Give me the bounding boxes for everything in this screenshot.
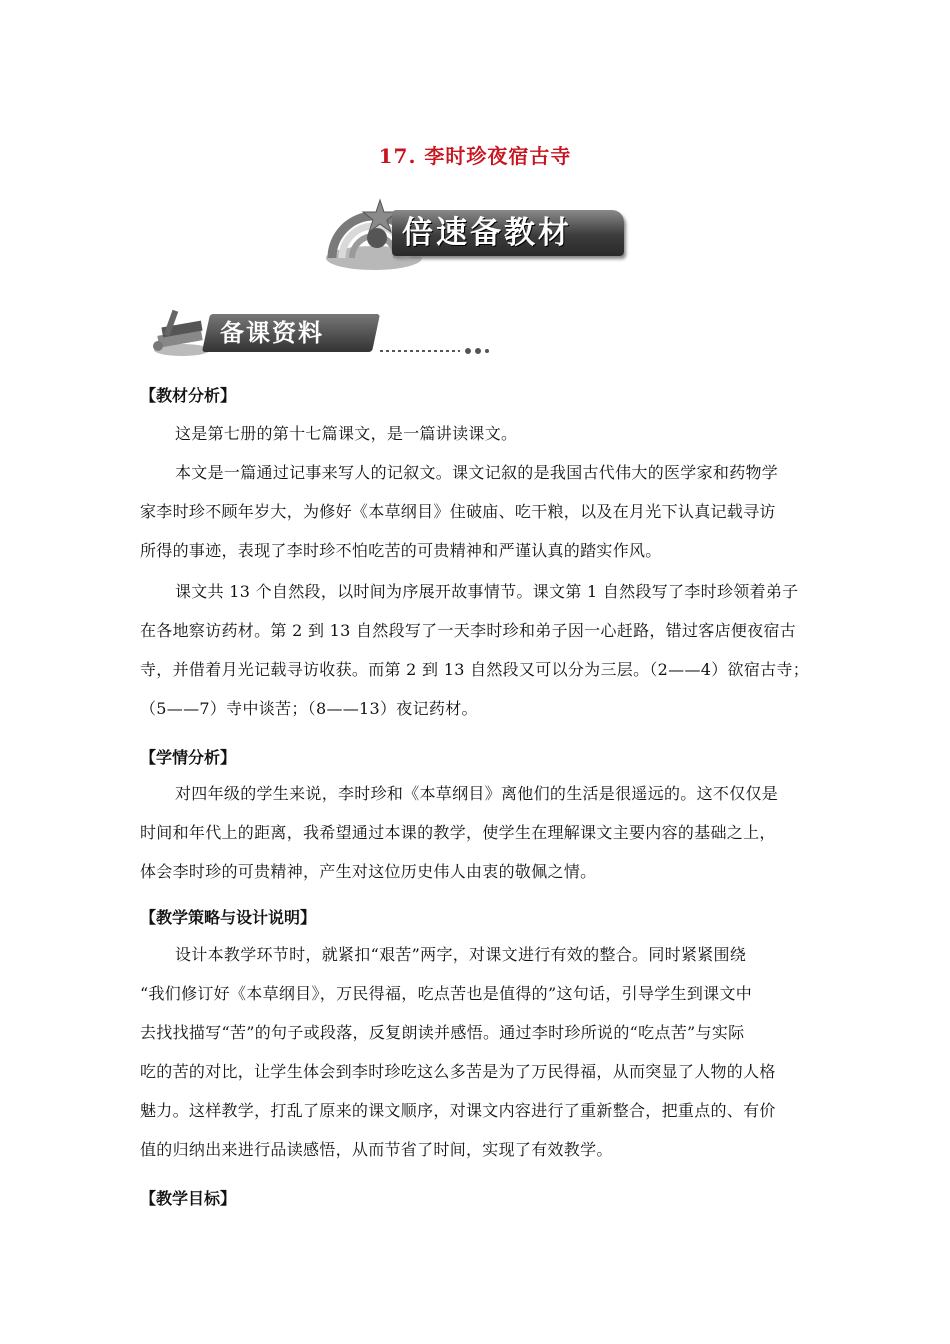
paragraph [140,414,820,453]
text-line: 对四年级的学生来说，李时珍和《本草纲目》离他们的生活是很遥远的。这不仅仅是 [175,784,779,803]
paragraph [140,774,820,891]
dotted-rule [380,346,490,356]
text-line: 寺，并借着月光记载寻访收获。而第 2 到 13 自然段又可以分为三层。（2——4）欲宿古寺； [140,660,810,679]
section-heading: 【教学策略与设计说明】 [140,908,317,927]
text-line: 时间和年代上的距离，我希望通过本课的教学，使学生在理解课文主要内容的基础之上， [140,823,776,842]
paragraph [140,453,820,570]
subbanner-label: 备课资料 [220,319,324,347]
text-line: 去找找描写“苦”的句子或段落，反复朗读并感悟。通过李时珍所说的“吃点苦”与实际 [140,1023,745,1042]
text-line: 体会李时珍的可贵精神，产生对这位历史伟人由衷的敬佩之情。 [140,862,597,881]
text-line: 在各地察访药材。第 2 到 13 自然段写了一天李时珍和弟子因一心赶路，错过客店便夜宿古 [140,621,797,640]
text-line: 课文共 13 个自然段，以时间为序展开故事情节。课文第 1 自然段写了李时珍领着弟子 [175,582,799,601]
paragraph [140,572,820,728]
section-banner [322,196,627,276]
section-heading: 【教材分析】 [140,386,237,405]
text-line: 设计本教学环节时，就紧扣“艰苦”两字，对课文进行有效的整合。同时紧紧围绕 [175,945,747,964]
lesson-title: 17. 李时珍夜宿古寺 [378,144,572,168]
subsection-banner [148,302,488,362]
paragraph [140,935,820,1169]
text-line: 魅力。这样教学，打乱了原来的课文顺序，对课文内容进行了重新整合，把重点的、有价 [140,1101,776,1120]
banner-label: 倍速备教材 [402,215,572,251]
text-line: （5——7）寺中谈苦；（8——13）夜记药材。 [140,699,478,718]
text-line: 家李时珍不顾年岁大，为修好《本草纲目》住破庙、吃干粮，以及在月光下认真记载寻访 [140,502,776,521]
text-line: 本文是一篇通过记事来写人的记叙文。课文记叙的是我国古代伟大的医学家和药物学 [175,463,779,482]
section-heading: 【教学目标】 [140,1189,237,1208]
section-heading: 【学情分析】 [140,748,237,767]
text-line: “我们修订好《本草纲目》，万民得福，吃点苦也是值得的”这句话，引导学生到课文中 [140,984,753,1003]
text-line: 吃的苦的对比，让学生体会到李时珍吃这么多苦是为了万民得福，从而突显了人物的人格 [140,1062,776,1081]
text-line: 值的归纳出来进行品读感悟，从而节省了时间，实现了有效教学。 [140,1140,613,1159]
text-line: 这是第七册的第十七篇课文，是一篇讲读课文。 [175,424,518,443]
text-line: 所得的事迹，表现了李时珍不怕吃苦的可贵精神和严谨认真的踏实作风。 [140,541,662,560]
